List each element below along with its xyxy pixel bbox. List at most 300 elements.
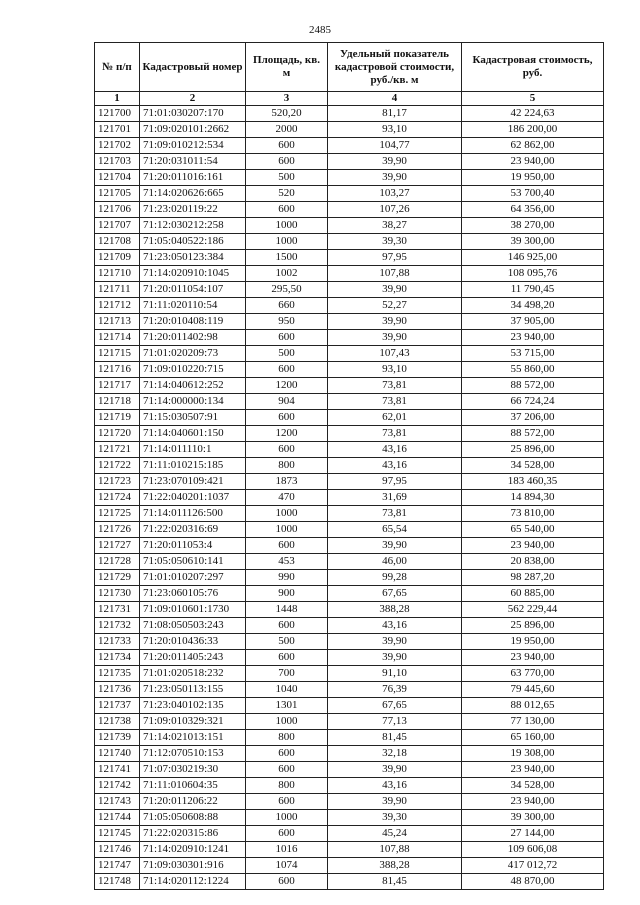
cadastral-value-cell: 108 095,76 [462,266,604,282]
specific-value-cell: 97,95 [328,474,462,490]
table-row [95,378,604,394]
table-row [95,602,604,618]
specific-value-cell: 67,65 [328,698,462,714]
area-cell: 1448 [246,602,328,618]
specific-value-cell: 93,10 [328,122,462,138]
table-row [95,346,604,362]
cadastral-value-cell: 65 540,00 [462,522,604,538]
area-cell: 1000 [246,218,328,234]
table-row [95,314,604,330]
cadastral-number-cell: 71:01:020518:232 [140,666,246,682]
specific-value-cell: 46,00 [328,554,462,570]
header-row-number: № п/п [95,43,140,92]
area-cell: 1002 [246,266,328,282]
cadastral-number-cell: 71:12:030212:258 [140,218,246,234]
area-cell: 990 [246,570,328,586]
area-cell: 600 [246,794,328,810]
cadastral-value-cell: 53 715,00 [462,346,604,362]
cadastral-value-cell: 53 700,40 [462,186,604,202]
cadastral-number-cell: 71:01:030207:170 [140,106,246,122]
specific-value-cell: 104,77 [328,138,462,154]
cadastral-number-cell: 71:20:011016:161 [140,170,246,186]
row-number-cell: 121744 [95,810,140,826]
table-body [95,106,604,890]
table-row [95,394,604,410]
row-number-cell: 121725 [95,506,140,522]
cadastral-value-cell: 77 130,00 [462,714,604,730]
area-cell: 1074 [246,858,328,874]
cadastral-value-cell: 183 460,35 [462,474,604,490]
specific-value-cell: 39,30 [328,810,462,826]
header-cadastral-number: Кадастровый номер [140,43,246,92]
specific-value-cell: 107,43 [328,346,462,362]
cadastral-number-cell: 71:05:040522:186 [140,234,246,250]
specific-value-cell: 81,45 [328,874,462,890]
specific-value-cell: 62,01 [328,410,462,426]
table-row [95,778,604,794]
table-row [95,330,604,346]
specific-value-cell: 107,26 [328,202,462,218]
table-row [95,570,604,586]
row-number-cell: 121719 [95,410,140,426]
table-row [95,458,604,474]
cadastral-value-cell: 11 790,45 [462,282,604,298]
cadastral-number-cell: 71:20:011405:243 [140,650,246,666]
area-cell: 700 [246,666,328,682]
table-row [95,282,604,298]
cadastral-value-cell: 23 940,00 [462,762,604,778]
specific-value-cell: 45,24 [328,826,462,842]
row-number-cell: 121718 [95,394,140,410]
area-cell: 520,20 [246,106,328,122]
area-cell: 904 [246,394,328,410]
cadastral-value-cell: 27 144,00 [462,826,604,842]
specific-value-cell: 43,16 [328,442,462,458]
cadastral-value-cell: 34 528,00 [462,458,604,474]
area-cell: 600 [246,746,328,762]
column-number: 4 [328,92,462,106]
cadastral-value-cell: 19 308,00 [462,746,604,762]
table-row [95,410,604,426]
row-number-cell: 121710 [95,266,140,282]
cadastral-value-cell: 62 862,00 [462,138,604,154]
specific-value-cell: 39,90 [328,650,462,666]
cadastral-number-cell: 71:20:010436:33 [140,634,246,650]
specific-value-cell: 81,45 [328,730,462,746]
cadastral-value-cell: 64 356,00 [462,202,604,218]
column-number: 5 [462,92,604,106]
area-cell: 600 [246,618,328,634]
row-number-cell: 121738 [95,714,140,730]
table-row [95,522,604,538]
row-number-cell: 121723 [95,474,140,490]
row-number-cell: 121717 [95,378,140,394]
table-row [95,506,604,522]
area-cell: 600 [246,202,328,218]
column-number: 1 [95,92,140,106]
row-number-cell: 121704 [95,170,140,186]
table-row [95,554,604,570]
row-number-cell: 121701 [95,122,140,138]
specific-value-cell: 99,28 [328,570,462,586]
row-number-cell: 121716 [95,362,140,378]
row-number-cell: 121721 [95,442,140,458]
cadastral-number-cell: 71:14:020910:1045 [140,266,246,282]
cadastral-number-cell: 71:09:020101:2662 [140,122,246,138]
cadastral-value-cell: 39 300,00 [462,810,604,826]
cadastral-value-cell: 186 200,00 [462,122,604,138]
row-number-cell: 121730 [95,586,140,602]
area-cell: 1500 [246,250,328,266]
cadastral-value-cell: 37 905,00 [462,314,604,330]
table-row [95,698,604,714]
cadastral-value-cell: 34 498,20 [462,298,604,314]
column-number: 3 [246,92,328,106]
cadastral-value-cell: 20 838,00 [462,554,604,570]
table-row [95,266,604,282]
cadastral-number-cell: 71:20:011402:98 [140,330,246,346]
specific-value-cell: 39,90 [328,538,462,554]
cadastral-number-cell: 71:12:070510:153 [140,746,246,762]
table-row [95,106,604,122]
cadastral-value-cell: 65 160,00 [462,730,604,746]
cadastral-value-cell: 79 445,60 [462,682,604,698]
row-number-cell: 121734 [95,650,140,666]
page-number: 2485 [309,24,331,36]
cadastral-number-cell: 71:14:040612:252 [140,378,246,394]
row-number-cell: 121729 [95,570,140,586]
cadastral-value-cell: 63 770,00 [462,666,604,682]
row-number-cell: 121722 [95,458,140,474]
cadastral-value-cell: 73 810,00 [462,506,604,522]
table-row [95,810,604,826]
area-cell: 1301 [246,698,328,714]
area-cell: 295,50 [246,282,328,298]
header-cadastral-value: Кадастровая стоимость, руб. [462,43,604,92]
cadastral-value-cell: 25 896,00 [462,442,604,458]
row-number-cell: 121728 [95,554,140,570]
row-number-cell: 121705 [95,186,140,202]
row-number-cell: 121742 [95,778,140,794]
cadastral-number-cell: 71:23:050123:384 [140,250,246,266]
table-header-row [95,43,604,92]
row-number-cell: 121700 [95,106,140,122]
area-cell: 800 [246,730,328,746]
table-row [95,250,604,266]
area-cell: 1000 [246,714,328,730]
table-row [95,490,604,506]
table-row [95,442,604,458]
area-cell: 600 [246,138,328,154]
cadastral-number-cell: 71:14:040601:150 [140,426,246,442]
cadastral-value-cell: 42 224,63 [462,106,604,122]
table-row [95,826,604,842]
row-number-cell: 121703 [95,154,140,170]
cadastral-number-cell: 71:11:020110:54 [140,298,246,314]
cadastral-number-cell: 71:22:020315:86 [140,826,246,842]
specific-value-cell: 39,30 [328,234,462,250]
row-number-cell: 121715 [95,346,140,362]
cadastral-value-cell: 23 940,00 [462,650,604,666]
row-number-cell: 121707 [95,218,140,234]
cadastral-value-cell: 37 206,00 [462,410,604,426]
area-cell: 1000 [246,234,328,250]
area-cell: 900 [246,586,328,602]
cadastral-value-table [94,42,604,890]
table-row [95,298,604,314]
cadastral-number-cell: 71:14:020910:1241 [140,842,246,858]
table-row [95,234,604,250]
cadastral-value-cell: 48 870,00 [462,874,604,890]
specific-value-cell: 32,18 [328,746,462,762]
cadastral-number-cell: 71:05:050610:141 [140,554,246,570]
row-number-cell: 121747 [95,858,140,874]
row-number-cell: 121720 [95,426,140,442]
specific-value-cell: 43,16 [328,778,462,794]
specific-value-cell: 43,16 [328,458,462,474]
cadastral-number-cell: 71:07:030219:30 [140,762,246,778]
cadastral-number-cell: 71:22:020316:69 [140,522,246,538]
table-row [95,362,604,378]
area-cell: 1873 [246,474,328,490]
cadastral-value-cell: 88 572,00 [462,378,604,394]
cadastral-value-cell: 23 940,00 [462,538,604,554]
row-number-cell: 121746 [95,842,140,858]
area-cell: 2000 [246,122,328,138]
cadastral-value-cell: 14 894,30 [462,490,604,506]
area-cell: 1200 [246,378,328,394]
area-cell: 600 [246,538,328,554]
row-number-cell: 121736 [95,682,140,698]
area-cell: 520 [246,186,328,202]
specific-value-cell: 73,81 [328,394,462,410]
cadastral-number-cell: 71:09:010601:1730 [140,602,246,618]
row-number-cell: 121713 [95,314,140,330]
specific-value-cell: 52,27 [328,298,462,314]
cadastral-number-cell: 71:22:040201:1037 [140,490,246,506]
table-row [95,122,604,138]
row-number-cell: 121731 [95,602,140,618]
table-row [95,762,604,778]
specific-value-cell: 39,90 [328,634,462,650]
row-number-cell: 121727 [95,538,140,554]
row-number-cell: 121739 [95,730,140,746]
cadastral-number-cell: 71:23:020119:22 [140,202,246,218]
row-number-cell: 121708 [95,234,140,250]
cadastral-value-cell: 19 950,00 [462,170,604,186]
row-number-cell: 121726 [95,522,140,538]
cadastral-value-cell: 109 606,08 [462,842,604,858]
specific-value-cell: 39,90 [328,282,462,298]
specific-value-cell: 39,90 [328,154,462,170]
area-cell: 660 [246,298,328,314]
table-row [95,218,604,234]
specific-value-cell: 73,81 [328,378,462,394]
specific-value-cell: 39,90 [328,330,462,346]
table-row [95,634,604,650]
table-row [95,586,604,602]
cadastral-value-cell: 98 287,20 [462,570,604,586]
specific-value-cell: 39,90 [328,170,462,186]
cadastral-number-cell: 71:20:011054:107 [140,282,246,298]
cadastral-number-cell: 71:14:011110:1 [140,442,246,458]
row-number-cell: 121745 [95,826,140,842]
row-number-cell: 121714 [95,330,140,346]
table-row [95,794,604,810]
area-cell: 800 [246,458,328,474]
table-row [95,170,604,186]
area-cell: 600 [246,154,328,170]
table-row [95,746,604,762]
area-cell: 600 [246,826,328,842]
cadastral-value-cell: 66 724,24 [462,394,604,410]
area-cell: 600 [246,650,328,666]
row-number-cell: 121733 [95,634,140,650]
specific-value-cell: 91,10 [328,666,462,682]
cadastral-value-cell: 146 925,00 [462,250,604,266]
cadastral-value-cell: 39 300,00 [462,234,604,250]
cadastral-number-cell: 71:14:020626:665 [140,186,246,202]
table-row [95,186,604,202]
table-row [95,874,604,890]
row-number-cell: 121732 [95,618,140,634]
specific-value-cell: 103,27 [328,186,462,202]
area-cell: 500 [246,170,328,186]
cadastral-number-cell: 71:14:000000:134 [140,394,246,410]
area-cell: 500 [246,634,328,650]
table-row [95,538,604,554]
header-area: Площадь, кв. м [246,43,328,92]
cadastral-value-cell: 25 896,00 [462,618,604,634]
cadastral-number-cell: 71:14:011126:500 [140,506,246,522]
row-number-cell: 121724 [95,490,140,506]
area-cell: 500 [246,346,328,362]
specific-value-cell: 31,69 [328,490,462,506]
header-specific-value: Удельный показатель кадастровой стоимости, руб./кв. м [328,43,462,92]
area-cell: 1016 [246,842,328,858]
specific-value-cell: 73,81 [328,506,462,522]
area-cell: 600 [246,362,328,378]
row-number-cell: 121748 [95,874,140,890]
cadastral-value-cell: 60 885,00 [462,586,604,602]
area-cell: 800 [246,778,328,794]
cadastral-value-cell: 34 528,00 [462,778,604,794]
table-row [95,138,604,154]
specific-value-cell: 93,10 [328,362,462,378]
cadastral-number-cell: 71:14:021013:151 [140,730,246,746]
specific-value-cell: 39,90 [328,762,462,778]
specific-value-cell: 65,54 [328,522,462,538]
area-cell: 470 [246,490,328,506]
cadastral-value-cell: 38 270,00 [462,218,604,234]
cadastral-number-cell: 71:23:040102:135 [140,698,246,714]
cadastral-number-cell: 71:23:070109:421 [140,474,246,490]
row-number-cell: 121711 [95,282,140,298]
row-number-cell: 121735 [95,666,140,682]
area-cell: 453 [246,554,328,570]
table-row [95,426,604,442]
table-row [95,714,604,730]
table-row [95,650,604,666]
specific-value-cell: 39,90 [328,314,462,330]
specific-value-cell: 38,27 [328,218,462,234]
cadastral-value-cell: 23 940,00 [462,330,604,346]
cadastral-number-cell: 71:08:050503:243 [140,618,246,634]
cadastral-value-cell: 19 950,00 [462,634,604,650]
table-row [95,202,604,218]
column-number: 2 [140,92,246,106]
row-number-cell: 121737 [95,698,140,714]
specific-value-cell: 73,81 [328,426,462,442]
specific-value-cell: 107,88 [328,266,462,282]
cadastral-number-cell: 71:11:010604:35 [140,778,246,794]
cadastral-value-cell: 23 940,00 [462,794,604,810]
row-number-cell: 121743 [95,794,140,810]
cadastral-number-cell: 71:23:060105:76 [140,586,246,602]
table-row [95,730,604,746]
column-number-row [95,92,604,106]
area-cell: 1040 [246,682,328,698]
cadastral-number-cell: 71:20:010408:119 [140,314,246,330]
area-cell: 600 [246,442,328,458]
cadastral-number-cell: 71:20:011053:4 [140,538,246,554]
cadastral-number-cell: 71:09:010212:534 [140,138,246,154]
specific-value-cell: 81,17 [328,106,462,122]
table-row [95,842,604,858]
cadastral-number-cell: 71:14:020112:1224 [140,874,246,890]
specific-value-cell: 388,28 [328,602,462,618]
cadastral-number-cell: 71:11:010215:185 [140,458,246,474]
specific-value-cell: 67,65 [328,586,462,602]
area-cell: 1200 [246,426,328,442]
table-row [95,154,604,170]
cadastral-value-cell: 55 860,00 [462,362,604,378]
specific-value-cell: 77,13 [328,714,462,730]
cadastral-number-cell: 71:23:050113:155 [140,682,246,698]
cadastral-value-cell: 417 012,72 [462,858,604,874]
area-cell: 1000 [246,506,328,522]
cadastral-number-cell: 71:09:030301:916 [140,858,246,874]
table-row [95,682,604,698]
row-number-cell: 121706 [95,202,140,218]
area-cell: 1000 [246,522,328,538]
row-number-cell: 121712 [95,298,140,314]
cadastral-value-cell: 562 229,44 [462,602,604,618]
area-cell: 950 [246,314,328,330]
row-number-cell: 121740 [95,746,140,762]
cadastral-number-cell: 71:20:031011:54 [140,154,246,170]
cadastral-value-cell: 88 012,65 [462,698,604,714]
table-row [95,474,604,490]
row-number-cell: 121741 [95,762,140,778]
cadastral-number-cell: 71:01:020209:73 [140,346,246,362]
cadastral-number-cell: 71:15:030507:91 [140,410,246,426]
specific-value-cell: 107,88 [328,842,462,858]
cadastral-value-cell: 23 940,00 [462,154,604,170]
cadastral-number-cell: 71:20:011206:22 [140,794,246,810]
specific-value-cell: 43,16 [328,618,462,634]
area-cell: 600 [246,410,328,426]
cadastral-number-cell: 71:09:010220:715 [140,362,246,378]
cadastral-number-cell: 71:01:010207:297 [140,570,246,586]
table-row [95,858,604,874]
row-number-cell: 121702 [95,138,140,154]
row-number-cell: 121709 [95,250,140,266]
table-row [95,618,604,634]
area-cell: 600 [246,762,328,778]
specific-value-cell: 76,39 [328,682,462,698]
specific-value-cell: 388,28 [328,858,462,874]
